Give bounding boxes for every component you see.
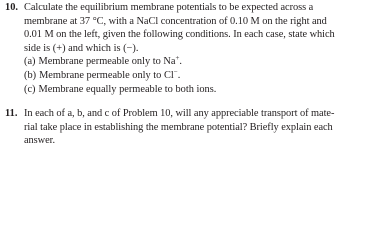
sub-question-label: (b) <box>24 69 37 81</box>
sub-question-text: Membrane permeable only to Na <box>38 56 176 68</box>
sub-question-label: (a) <box>24 56 36 68</box>
sub-question-label: (c) <box>24 83 36 95</box>
problem-text-line: 0.01 M on the left, given the following conditions. In each case, state which <box>24 29 335 41</box>
sub-question-c <box>24 83 384 97</box>
sub-question-b <box>24 69 384 83</box>
problem-text-line: In each of a, b, and c of Problem 10, will any appreciable transport of mate- <box>24 108 335 119</box>
problem-number: 11. <box>5 108 18 119</box>
problem-10 <box>5 1 385 96</box>
problem-10-text <box>24 1 385 96</box>
ion-charge-superscript: − <box>173 67 178 76</box>
sub-question-end: . <box>177 69 181 81</box>
problem-text-line: side is (+) and which is (−). <box>24 42 139 54</box>
problem-text-line: rial take place in establishing the membrane potential? Briefly explain each <box>24 121 333 133</box>
problem-text-line: Calculate the equilibrium membrane potentials to be expected across a <box>24 2 314 13</box>
problem-text-line: membrane at 37 °C, with a NaCl concentration of 0.10 M on the right and <box>24 15 327 27</box>
sub-question-end: . <box>179 56 183 68</box>
problem-11-text <box>24 107 385 148</box>
sub-question-text: Membrane equally permeable to both ions. <box>38 83 217 95</box>
ion-charge-superscript: + <box>175 54 180 63</box>
problem-number: 10. <box>5 2 18 13</box>
sub-question-text: Membrane permeable only to Cl <box>39 69 174 81</box>
problem-11 <box>5 107 385 148</box>
problem-text-line: answer. <box>24 135 56 147</box>
sub-question-a <box>24 55 384 69</box>
